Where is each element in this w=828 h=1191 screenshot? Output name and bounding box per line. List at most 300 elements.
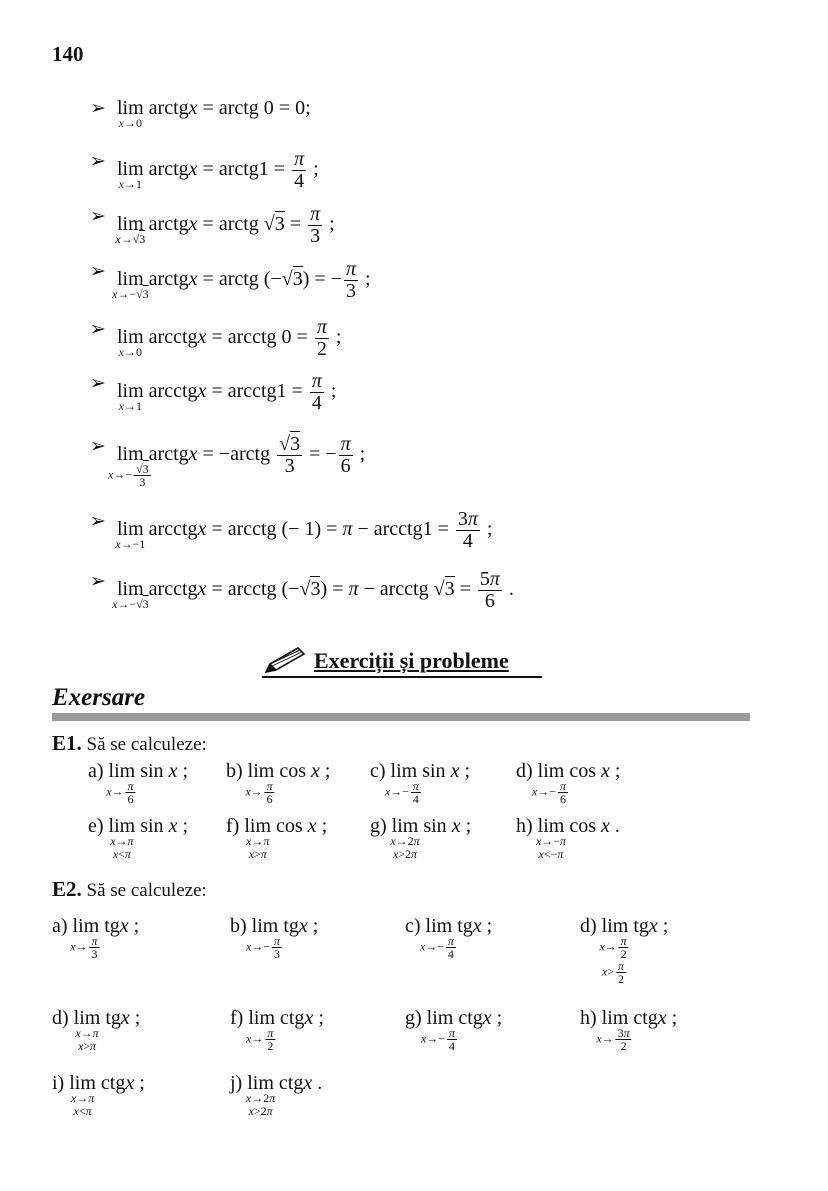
- limit-operator: [115, 212, 146, 247]
- square-root: [133, 230, 146, 246]
- fraction: [134, 463, 151, 488]
- math-text: 6: [266, 792, 273, 806]
- math-variable: π: [85, 1104, 92, 1118]
- exercise-item: [580, 914, 669, 986]
- math-text: − arcctg1 =: [352, 518, 454, 541]
- math-variable: x: [197, 326, 207, 349]
- math-variable: x: [384, 784, 391, 799]
- math-text: 6: [484, 590, 495, 612]
- math-variable: x: [119, 915, 129, 937]
- math-text: ;: [481, 915, 493, 937]
- exercise-item: [230, 1071, 323, 1118]
- fraction-denominator: [137, 476, 147, 488]
- math-text: 3: [617, 1026, 624, 1040]
- limit-operator: [245, 1006, 275, 1053]
- lim-text: lim: [601, 915, 629, 937]
- radical-sign-icon: √: [136, 597, 143, 612]
- math-text: →: [601, 1031, 614, 1046]
- math-variable: x: [168, 815, 178, 837]
- limit-subscript: [536, 835, 566, 861]
- math-text: 6: [127, 792, 134, 806]
- math-text: arctg: [143, 213, 189, 236]
- lim-text: lim: [117, 518, 144, 541]
- math-variable: x: [648, 915, 658, 937]
- math-variable: x: [118, 345, 124, 360]
- math-text: ;: [359, 268, 371, 291]
- limit-operator: [111, 577, 149, 612]
- math-text: <−: [543, 847, 558, 861]
- limit-subscript: [70, 935, 101, 960]
- limit-approach: [245, 780, 276, 805]
- limit-operator: [419, 914, 454, 961]
- math-text: >: [607, 964, 615, 979]
- math-variable: x: [115, 232, 121, 247]
- math-text: ;: [609, 760, 621, 782]
- exercise-e2-header: [52, 877, 207, 902]
- exercise-item: [88, 759, 189, 806]
- lim-text: lim: [117, 578, 144, 601]
- lim-text: lim: [390, 760, 418, 782]
- limit-operator: [115, 517, 146, 552]
- math-text: ;: [308, 158, 319, 181]
- radicand: 3: [292, 268, 303, 291]
- math-text: →1: [123, 177, 142, 192]
- fraction-denominator: [483, 591, 497, 612]
- fraction-denominator: [461, 531, 475, 552]
- limit-operator: [107, 442, 149, 490]
- math-text: tg: [452, 915, 473, 937]
- limit-operator: [245, 1071, 276, 1118]
- math-text: ;: [324, 213, 335, 236]
- fraction: [292, 149, 306, 192]
- exercise-item: [516, 814, 620, 861]
- math-text: a): [52, 915, 73, 937]
- fraction-denominator: [315, 339, 329, 360]
- math-variable: x: [392, 847, 399, 861]
- limit-subscript: [599, 935, 630, 985]
- limit-operator: [599, 914, 629, 986]
- limit-subscript: [390, 835, 419, 861]
- fraction-numerator: [344, 259, 358, 281]
- math-text: 5: [479, 568, 490, 590]
- math-variable: x: [110, 834, 116, 848]
- math-variable: x: [298, 915, 308, 937]
- lim-text: lim: [537, 815, 565, 837]
- math-variable: x: [303, 1072, 313, 1094]
- lim-text: lim: [117, 213, 144, 236]
- math-text: ;: [319, 760, 331, 782]
- limit-approach: [106, 780, 137, 805]
- math-text: 4: [311, 392, 322, 414]
- math-text: ;: [666, 1007, 678, 1029]
- math-variable: x: [245, 784, 251, 799]
- limit-operator: [106, 759, 136, 806]
- math-text: = arctg (−: [197, 268, 282, 291]
- math-variable: π: [557, 847, 564, 861]
- math-variable: x: [420, 1031, 427, 1046]
- math-variable: π: [260, 847, 267, 861]
- math-text: 2: [618, 972, 625, 986]
- lim-text: lim: [117, 443, 144, 466]
- math-variable: x: [197, 380, 207, 403]
- bullet-icon: ➢: [90, 151, 106, 172]
- limit-operator: [390, 814, 420, 861]
- radicand: 3: [142, 462, 149, 477]
- section-heading: [262, 646, 542, 678]
- bullet-icon: ➢: [90, 436, 106, 457]
- math-text: →: [111, 784, 124, 799]
- limit-approach: [119, 178, 142, 191]
- math-text: d): [52, 1007, 74, 1029]
- math-variable: x: [450, 760, 460, 782]
- math-variable: x: [245, 1031, 252, 1046]
- fraction: [308, 204, 322, 247]
- exercise-instruction: Să se calculeze:: [86, 880, 207, 901]
- page-number: 140: [52, 42, 84, 66]
- math-text: = −arctg: [197, 443, 276, 466]
- fraction-numerator: [339, 434, 353, 456]
- exercise-item: [52, 1071, 145, 1118]
- formula-line: [117, 317, 341, 360]
- limit-operator: [69, 1071, 96, 1118]
- math-variable: x: [451, 815, 461, 837]
- limit-subscript: [108, 463, 153, 488]
- limit-operator: [111, 267, 149, 302]
- math-text: ;: [354, 443, 366, 466]
- math-variable: x: [188, 268, 198, 291]
- lim-text: lim: [117, 158, 144, 181]
- math-text: →: [251, 1031, 264, 1046]
- math-text: →−: [537, 784, 557, 799]
- math-text: →−: [251, 939, 271, 954]
- math-text: ;: [177, 815, 189, 837]
- limit-subscript: [245, 780, 276, 805]
- limit-operator: [535, 814, 567, 861]
- limit-subscript: [421, 1027, 459, 1052]
- exercise-item: [226, 759, 331, 806]
- limit-approach: [385, 780, 423, 805]
- square-root: [136, 285, 149, 301]
- limit-operator: [117, 96, 144, 130]
- lim-text: lim: [69, 1072, 96, 1094]
- math-text: ctg: [453, 1007, 483, 1029]
- limit-operator: [531, 759, 567, 806]
- fraction: [619, 935, 629, 960]
- fraction: [90, 935, 100, 960]
- math-variable: π: [560, 834, 567, 848]
- math-text: arctg: [143, 158, 189, 181]
- fraction: [315, 317, 329, 360]
- math-variable: π: [413, 834, 420, 848]
- lim-text: lim: [248, 1007, 275, 1029]
- fraction: [339, 434, 353, 477]
- limit-operator: [384, 759, 419, 806]
- limit-approach: [108, 463, 153, 488]
- exercise-item: [52, 914, 140, 961]
- formula-line: [107, 433, 366, 490]
- fraction: [272, 935, 282, 960]
- math-text: →−: [113, 467, 133, 482]
- lim-text: lim: [108, 815, 136, 837]
- math-variable: x: [245, 834, 252, 848]
- limit-subscript: [119, 117, 142, 130]
- formula-line: [111, 568, 514, 612]
- limit-operator: [245, 914, 281, 961]
- math-variable: π: [274, 934, 281, 948]
- limit-subscript: [112, 288, 149, 301]
- math-text: tg: [100, 1007, 121, 1029]
- math-variable: π: [269, 1091, 276, 1105]
- lim-text: lim: [425, 915, 453, 937]
- exercise-label: E2.: [52, 877, 82, 901]
- math-text: <: [118, 847, 125, 861]
- math-variable: π: [560, 779, 567, 793]
- math-text: →0: [123, 116, 142, 130]
- math-variable: π: [348, 578, 359, 601]
- math-variable: x: [111, 597, 118, 612]
- math-variable: x: [70, 939, 76, 954]
- exercise-item: [516, 759, 621, 806]
- limit-operator: [73, 1006, 101, 1053]
- math-text: = arcctg1 =: [206, 380, 308, 403]
- math-variable: π: [266, 1104, 273, 1118]
- limit-subscript: [115, 233, 145, 246]
- math-variable: π: [316, 316, 327, 338]
- math-text: ;: [491, 1007, 503, 1029]
- math-text: =: [454, 578, 476, 601]
- math-variable: x: [538, 847, 544, 861]
- math-text: ctg: [95, 1072, 126, 1094]
- lim-text: lim: [247, 1072, 274, 1094]
- limit-condition: [73, 1105, 91, 1118]
- math-variable: x: [168, 760, 178, 782]
- limit-subscript: [246, 1092, 275, 1118]
- limit-subscript: [71, 1092, 94, 1118]
- limit-subscript: [106, 780, 137, 805]
- math-variable: x: [118, 177, 124, 192]
- math-text: .: [312, 1072, 323, 1094]
- math-text: 3: [345, 280, 356, 302]
- fraction: [558, 780, 568, 805]
- math-text: 3: [284, 455, 295, 477]
- limit-approach: [532, 780, 570, 805]
- math-text: arcctg: [143, 518, 198, 541]
- lim-text: lim: [537, 760, 565, 782]
- math-text: →: [115, 834, 128, 848]
- radicand: 3: [274, 213, 285, 236]
- math-variable: x: [77, 1039, 84, 1053]
- fraction-denominator: [272, 948, 282, 960]
- math-variable: π: [92, 1026, 99, 1040]
- fraction-numerator: [315, 317, 329, 339]
- fraction: [126, 780, 136, 805]
- math-text: ctg: [275, 1007, 305, 1029]
- limit-subscript: [119, 400, 142, 413]
- exercise-item: [88, 814, 189, 861]
- bullet-icon: ➢: [90, 511, 106, 532]
- math-text: >2: [398, 847, 412, 861]
- math-text: ;: [460, 815, 472, 837]
- fraction: [456, 509, 480, 552]
- math-variable: x: [245, 939, 252, 954]
- math-variable: x: [596, 1031, 602, 1046]
- math-text: →0: [123, 345, 142, 360]
- subsection-title: Exersare: [52, 684, 146, 711]
- exercise-item: [226, 814, 328, 861]
- math-text: = arcctg (− 1) =: [206, 518, 343, 541]
- math-text: ;: [657, 915, 669, 937]
- fraction: [344, 259, 358, 302]
- lim-text: lim: [251, 915, 279, 937]
- math-text: sin: [135, 760, 169, 782]
- exercise-label: E1.: [52, 731, 82, 755]
- formula-line: [111, 258, 371, 302]
- limit-subscript: [596, 1027, 633, 1052]
- math-text: cos: [564, 760, 602, 782]
- math-text: 4: [447, 947, 454, 961]
- math-text: →−: [390, 784, 409, 799]
- math-text: =: [284, 213, 307, 236]
- limit-operator: [108, 814, 136, 861]
- fraction: [265, 1027, 275, 1052]
- square-root: [300, 576, 321, 600]
- bullet-icon: ➢: [90, 319, 106, 340]
- math-variable: x: [197, 518, 207, 541]
- radical-sign-icon: √: [281, 268, 293, 291]
- math-text: 4: [412, 792, 419, 806]
- math-variable: x: [311, 760, 320, 782]
- fraction-denominator: [265, 1040, 275, 1052]
- math-text: →−: [425, 939, 444, 954]
- math-text: g): [370, 815, 392, 837]
- math-variable: π: [467, 508, 478, 530]
- formula-line: [117, 204, 335, 247]
- math-text: 3: [457, 508, 468, 530]
- math-text: →−: [541, 834, 561, 848]
- lim-text: lim: [244, 815, 271, 837]
- math-text: →−: [426, 1031, 446, 1046]
- math-variable: x: [107, 467, 114, 482]
- math-text: >: [253, 847, 261, 861]
- math-text: tg: [278, 915, 299, 937]
- math-text: cos: [564, 815, 602, 837]
- fraction-denominator: [310, 393, 324, 414]
- math-text: i): [52, 1072, 70, 1094]
- lim-text: lim: [117, 326, 144, 349]
- math-text: b): [230, 915, 252, 937]
- limit-subscript: [115, 538, 145, 551]
- math-variable: x: [75, 1026, 81, 1040]
- math-variable: x: [390, 834, 396, 848]
- math-text: 3: [139, 475, 146, 490]
- math-variable: x: [115, 537, 121, 552]
- math-variable: π: [345, 258, 356, 280]
- math-variable: x: [245, 1091, 252, 1105]
- math-variable: x: [125, 1072, 135, 1094]
- math-text: f): [226, 815, 245, 837]
- fraction-denominator: [126, 793, 136, 805]
- square-root: [264, 211, 285, 235]
- math-text: →−1: [120, 537, 146, 552]
- limit-approach: [119, 346, 142, 359]
- limit-operator: [245, 759, 275, 806]
- fraction-denominator: [283, 456, 297, 477]
- limit-condition: [393, 848, 417, 861]
- math-text: →2: [395, 834, 414, 848]
- math-text: ) =: [320, 578, 349, 601]
- math-text: .: [503, 578, 514, 601]
- radicand: 3: [290, 433, 301, 455]
- fraction-denominator: [90, 948, 100, 960]
- math-variable: x: [657, 1007, 667, 1029]
- math-text: →: [120, 232, 133, 247]
- exercise-item: [405, 1006, 503, 1053]
- math-text: ;: [177, 760, 189, 782]
- math-text: ;: [307, 915, 319, 937]
- math-text: b): [226, 760, 248, 782]
- limit-subscript: [385, 780, 423, 805]
- math-text: ;: [330, 326, 342, 349]
- math-text: 6: [340, 455, 351, 477]
- math-text: c): [370, 760, 391, 782]
- formula-line: [117, 371, 336, 414]
- math-text: →−: [117, 287, 137, 302]
- fraction-denominator: [308, 226, 322, 247]
- limit-subscript: [246, 935, 284, 960]
- fraction-numerator: [456, 509, 480, 531]
- math-text: 6: [560, 792, 567, 806]
- radical-sign-icon: √: [136, 462, 143, 477]
- limit-operator: [244, 814, 271, 861]
- math-text: = arctg 0 = 0;: [197, 97, 311, 119]
- limit-subscript: [112, 598, 149, 611]
- fraction-denominator: [619, 1040, 629, 1052]
- math-text: →1: [123, 399, 142, 414]
- exercise-e1-header: [52, 731, 207, 756]
- limit-approach: [112, 288, 149, 301]
- math-text: sin: [418, 815, 452, 837]
- math-text: →: [251, 834, 264, 848]
- limit-condition: [539, 848, 564, 861]
- radicand: 3: [142, 287, 149, 302]
- exercise-item: [370, 814, 472, 861]
- limit-subscript: [246, 835, 269, 861]
- limit-operator: [596, 1006, 630, 1053]
- bullet-icon: ➢: [90, 206, 106, 227]
- fraction-denominator: [446, 948, 456, 960]
- math-text: ;: [459, 760, 471, 782]
- limit-subscript: [246, 1027, 277, 1052]
- math-variable: π: [618, 959, 625, 973]
- math-variable: π: [267, 1026, 274, 1040]
- math-text: ;: [129, 1007, 141, 1029]
- math-variable: π: [263, 834, 270, 848]
- math-text: ctg: [273, 1072, 304, 1094]
- math-variable: x: [111, 287, 118, 302]
- limit-subscript: [119, 178, 142, 191]
- math-variable: π: [340, 433, 351, 455]
- math-text: ) = −: [302, 268, 342, 291]
- math-text: c): [405, 915, 426, 937]
- math-variable: x: [188, 443, 198, 466]
- fraction-numerator: [310, 371, 324, 393]
- math-variable: π: [449, 1026, 456, 1040]
- math-variable: x: [601, 815, 610, 837]
- fraction: [446, 935, 456, 960]
- radicand: 3: [139, 232, 146, 247]
- radical-sign-icon: √: [299, 578, 311, 601]
- radicand: 3: [310, 578, 321, 601]
